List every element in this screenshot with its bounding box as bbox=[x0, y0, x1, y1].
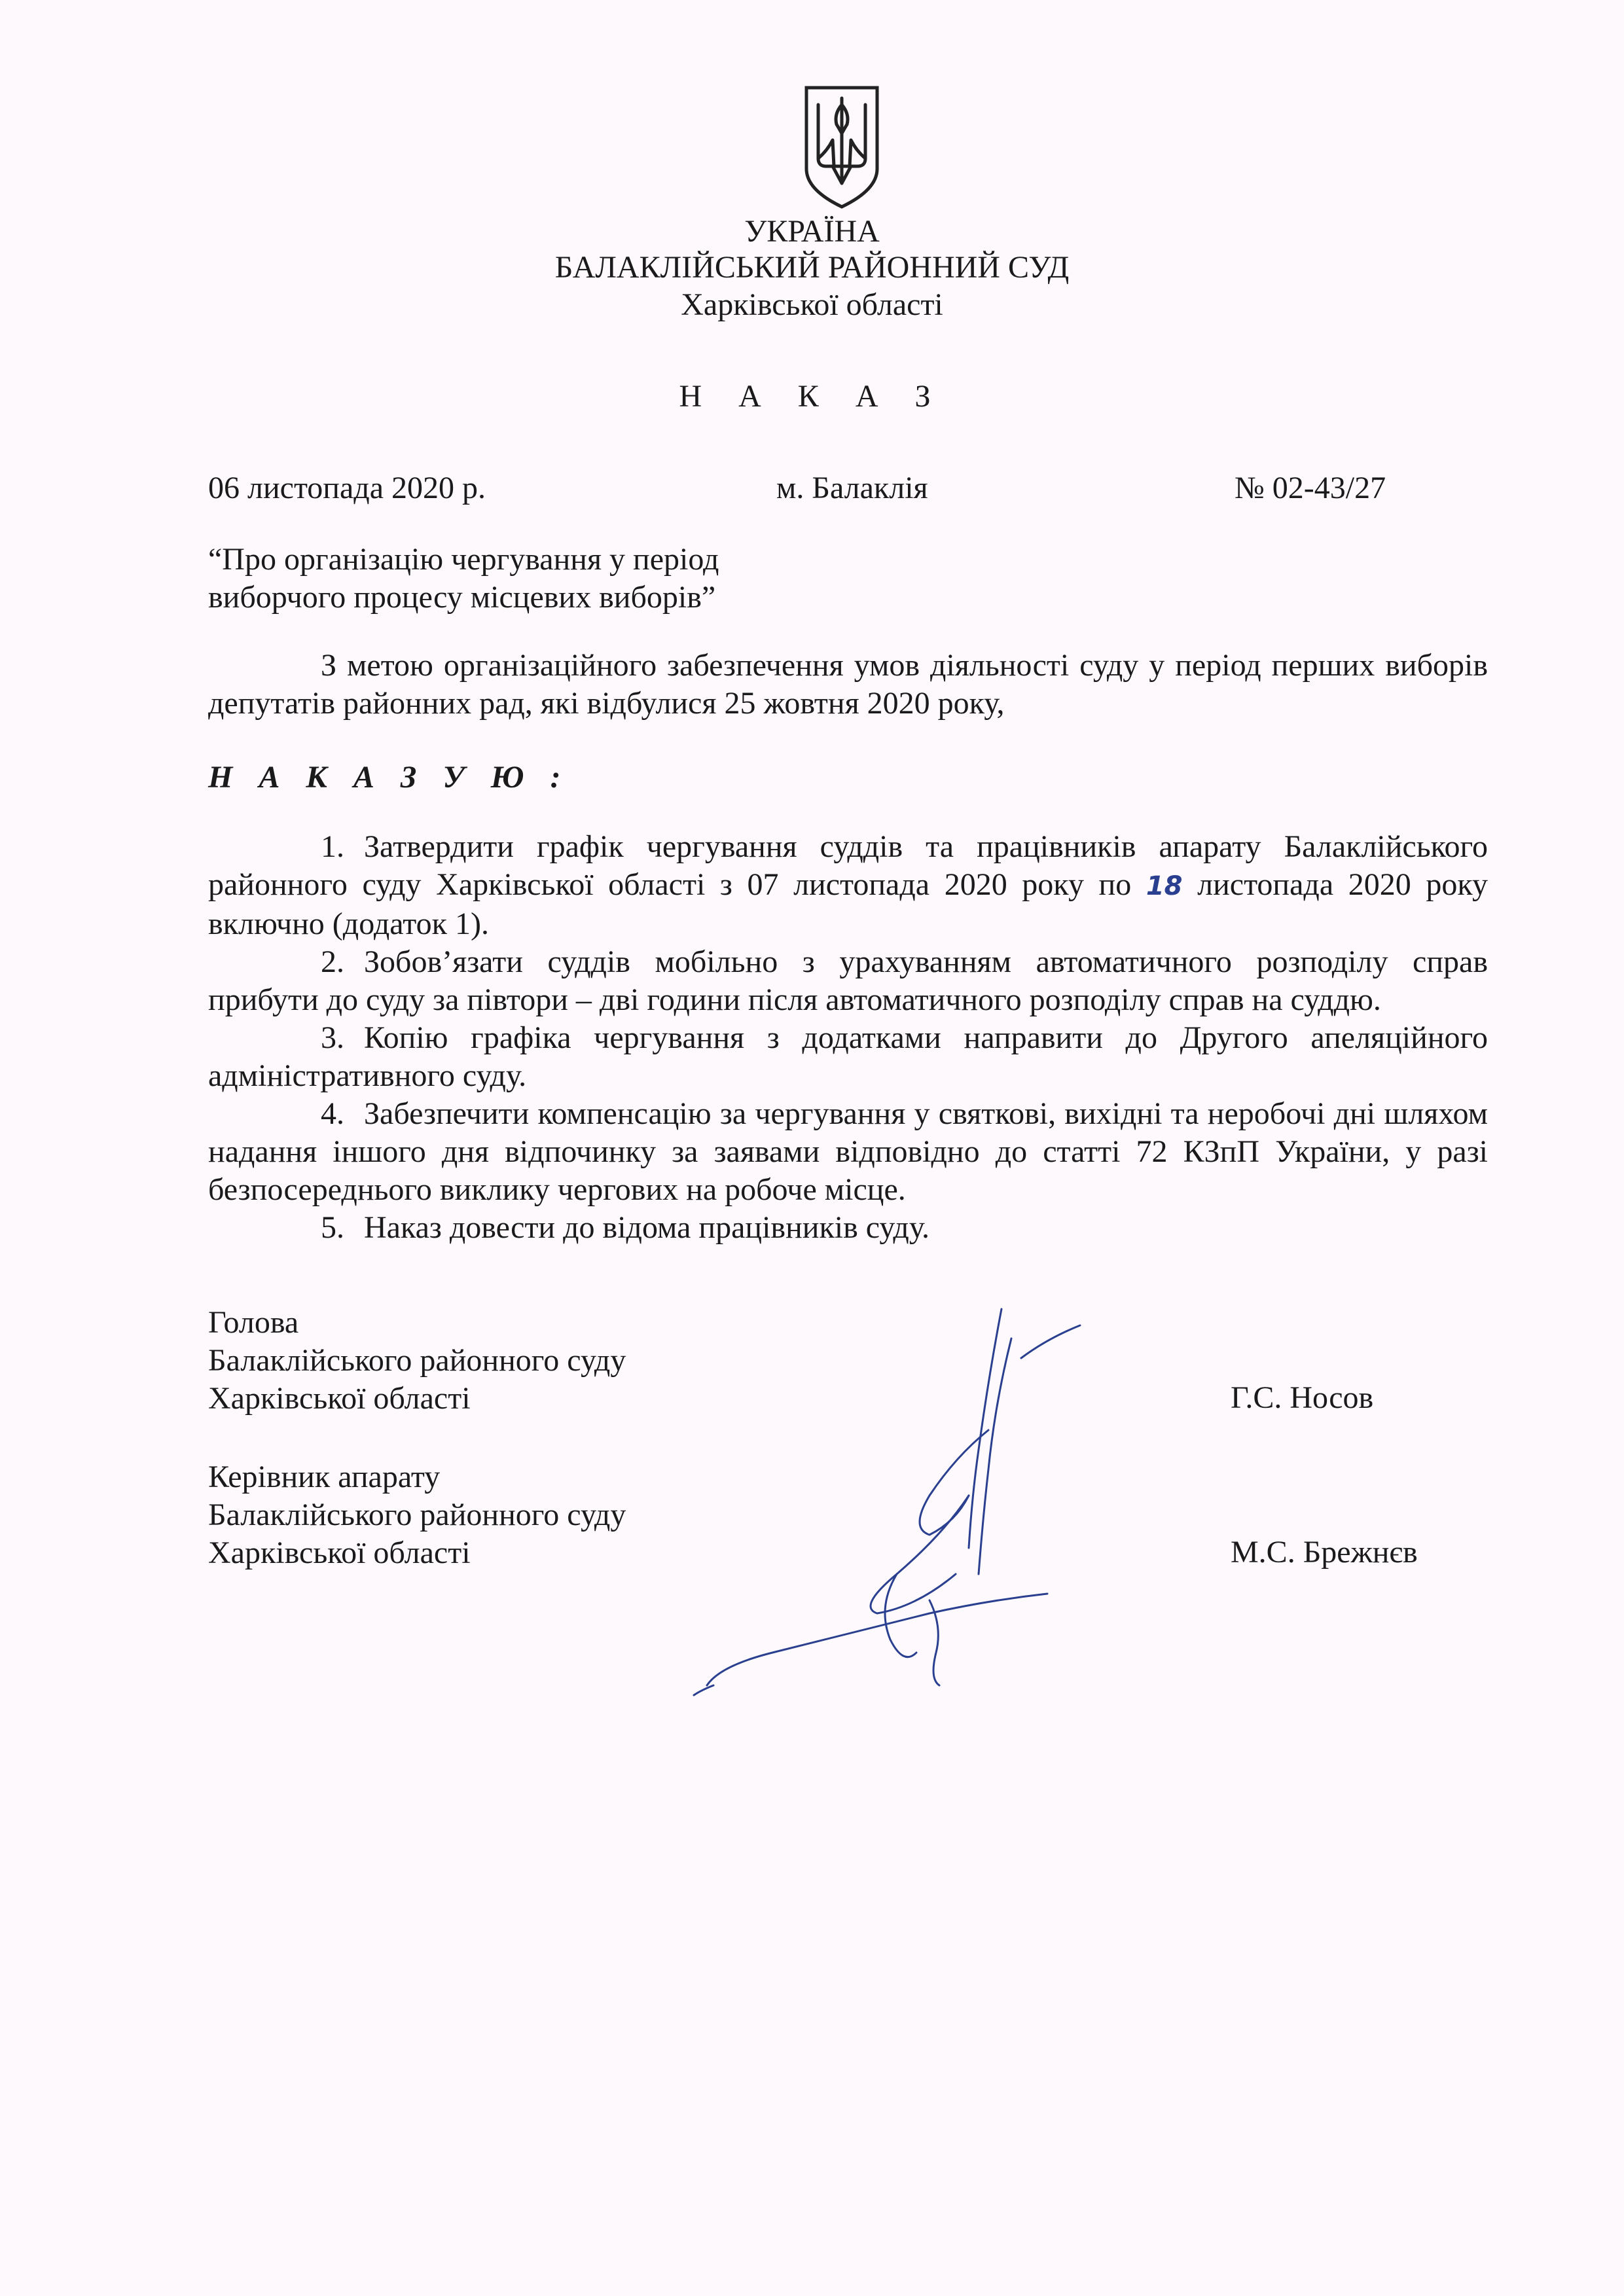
item-number: 2. bbox=[321, 944, 344, 979]
order-directive-heading: Н А К А З У Ю : bbox=[208, 760, 570, 795]
order-date: 06 листопада 2020 р. bbox=[208, 471, 486, 505]
signatory-office-head-position bbox=[208, 1458, 626, 1572]
header-region: Харківської області bbox=[681, 287, 943, 322]
preamble-paragraph: З метою організаційного забезпечення умов діяльності суду у період перших виборів депутатів районних рад, які відбулися 25 жовтня 2020 року, bbox=[208, 648, 1488, 721]
item-text: Забезпечити компенсацію за чергування у святкові, вихідні та неробочі дні шляхом надання іншого дня відпочинку за заявами відповідно до статті 72 КЗпП України, у разі безпосереднього виклику чергових на робоче місце. bbox=[208, 1096, 1488, 1207]
order-item bbox=[208, 943, 1488, 1019]
handwritten-signature bbox=[681, 1299, 1100, 1698]
subject-line: виборчого процесу місцевих виборів” bbox=[208, 580, 716, 615]
signatory-head-name: Г.С. Носов bbox=[1231, 1380, 1374, 1415]
order-item bbox=[208, 828, 1488, 943]
order-item bbox=[208, 1019, 1488, 1095]
signatory-head-position bbox=[208, 1304, 626, 1418]
order-number: № 02-43/27 bbox=[1235, 471, 1386, 505]
coat-of-arms-icon bbox=[803, 85, 881, 209]
handwritten-date: 18 bbox=[1146, 871, 1183, 901]
order-city: м. Балаклія bbox=[776, 471, 928, 505]
subject-line: “Про організацію чергування у період bbox=[208, 542, 719, 577]
position-line: Харківської області bbox=[208, 1535, 471, 1570]
position-line: Керівник апарату bbox=[208, 1460, 441, 1494]
item-number: 5. bbox=[321, 1210, 344, 1245]
item-text: Затвердити графік чергування суддів та працівників апарату Балаклійського районного суду Харківської області з 07 листопада 2020 року по bbox=[208, 829, 1488, 902]
header-country: УКРАЇНА bbox=[744, 214, 880, 249]
order-item bbox=[208, 1095, 1488, 1209]
position-line: Балаклійського районного суду bbox=[208, 1343, 626, 1378]
position-line: Голова bbox=[208, 1305, 299, 1340]
item-number: 3. bbox=[321, 1020, 344, 1055]
item-text: Наказ довести до відома працівників суду. bbox=[364, 1210, 930, 1245]
item-text: листопада 2020 року включно (додаток 1). bbox=[208, 867, 1488, 941]
item-number: 1. bbox=[321, 829, 344, 864]
order-item bbox=[208, 1209, 1488, 1247]
item-text: Зобов’язати суддів мобільно з урахуванням автоматичного розподілу справ прибути до суду за півтори – дві години після автоматичного розподілу справ на суддю. bbox=[208, 944, 1488, 1017]
order-subject bbox=[208, 541, 719, 617]
signatory-office-head-name: М.С. Брежнєв bbox=[1231, 1535, 1418, 1570]
header-court-name: БАЛАКЛІЙСЬКИЙ РАЙОННИЙ СУД bbox=[554, 250, 1070, 285]
position-line: Харківської області bbox=[208, 1381, 471, 1416]
document-title: Н А К А З bbox=[679, 379, 945, 414]
position-line: Балаклійського районного суду bbox=[208, 1498, 626, 1532]
item-number: 4. bbox=[321, 1096, 344, 1131]
order-items-list bbox=[208, 828, 1488, 1247]
item-text: Копію графіка чергування з додатками направити до Другого апеляційного адміністративного суду. bbox=[208, 1020, 1488, 1093]
